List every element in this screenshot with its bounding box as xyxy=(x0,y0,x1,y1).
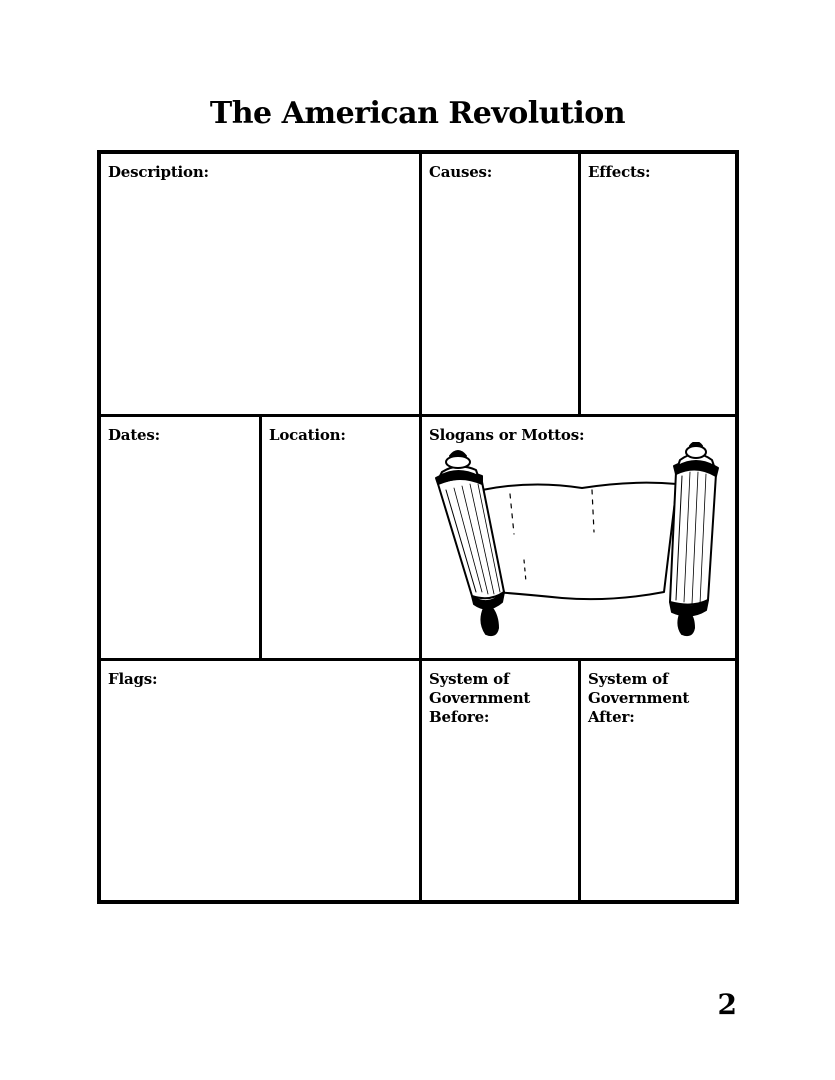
gov-before-cell[interactable] xyxy=(422,661,578,900)
effects-cell[interactable] xyxy=(581,154,735,414)
description-label: Description: xyxy=(108,163,209,181)
scroll-icon xyxy=(432,442,722,642)
gov-before-label xyxy=(429,670,530,727)
gov-before-line-1: System of xyxy=(429,670,510,688)
slogans-label: Slogans or Mottos: xyxy=(429,426,585,444)
description-cell[interactable] xyxy=(101,154,419,414)
flags-cell[interactable] xyxy=(101,661,419,900)
effects-label: Effects: xyxy=(588,163,651,181)
location-cell[interactable] xyxy=(262,417,419,658)
flags-label: Flags: xyxy=(108,670,158,688)
page-title: The American Revolution xyxy=(209,96,626,131)
gov-after-line-1: System of xyxy=(588,670,669,688)
gov-after-line-3: After: xyxy=(588,708,635,726)
causes-label: Causes: xyxy=(429,163,493,181)
gov-after-cell[interactable] xyxy=(581,661,735,900)
dates-cell[interactable] xyxy=(101,417,259,658)
page-number: 2 xyxy=(717,988,737,1021)
gov-before-line-2: Government xyxy=(429,689,531,707)
location-label: Location: xyxy=(269,426,346,444)
gov-before-line-3: Before: xyxy=(429,708,490,726)
causes-cell[interactable] xyxy=(422,154,578,414)
gov-after-line-2: Government xyxy=(588,689,690,707)
gov-after-label xyxy=(588,670,689,727)
dates-label: Dates: xyxy=(108,426,160,444)
